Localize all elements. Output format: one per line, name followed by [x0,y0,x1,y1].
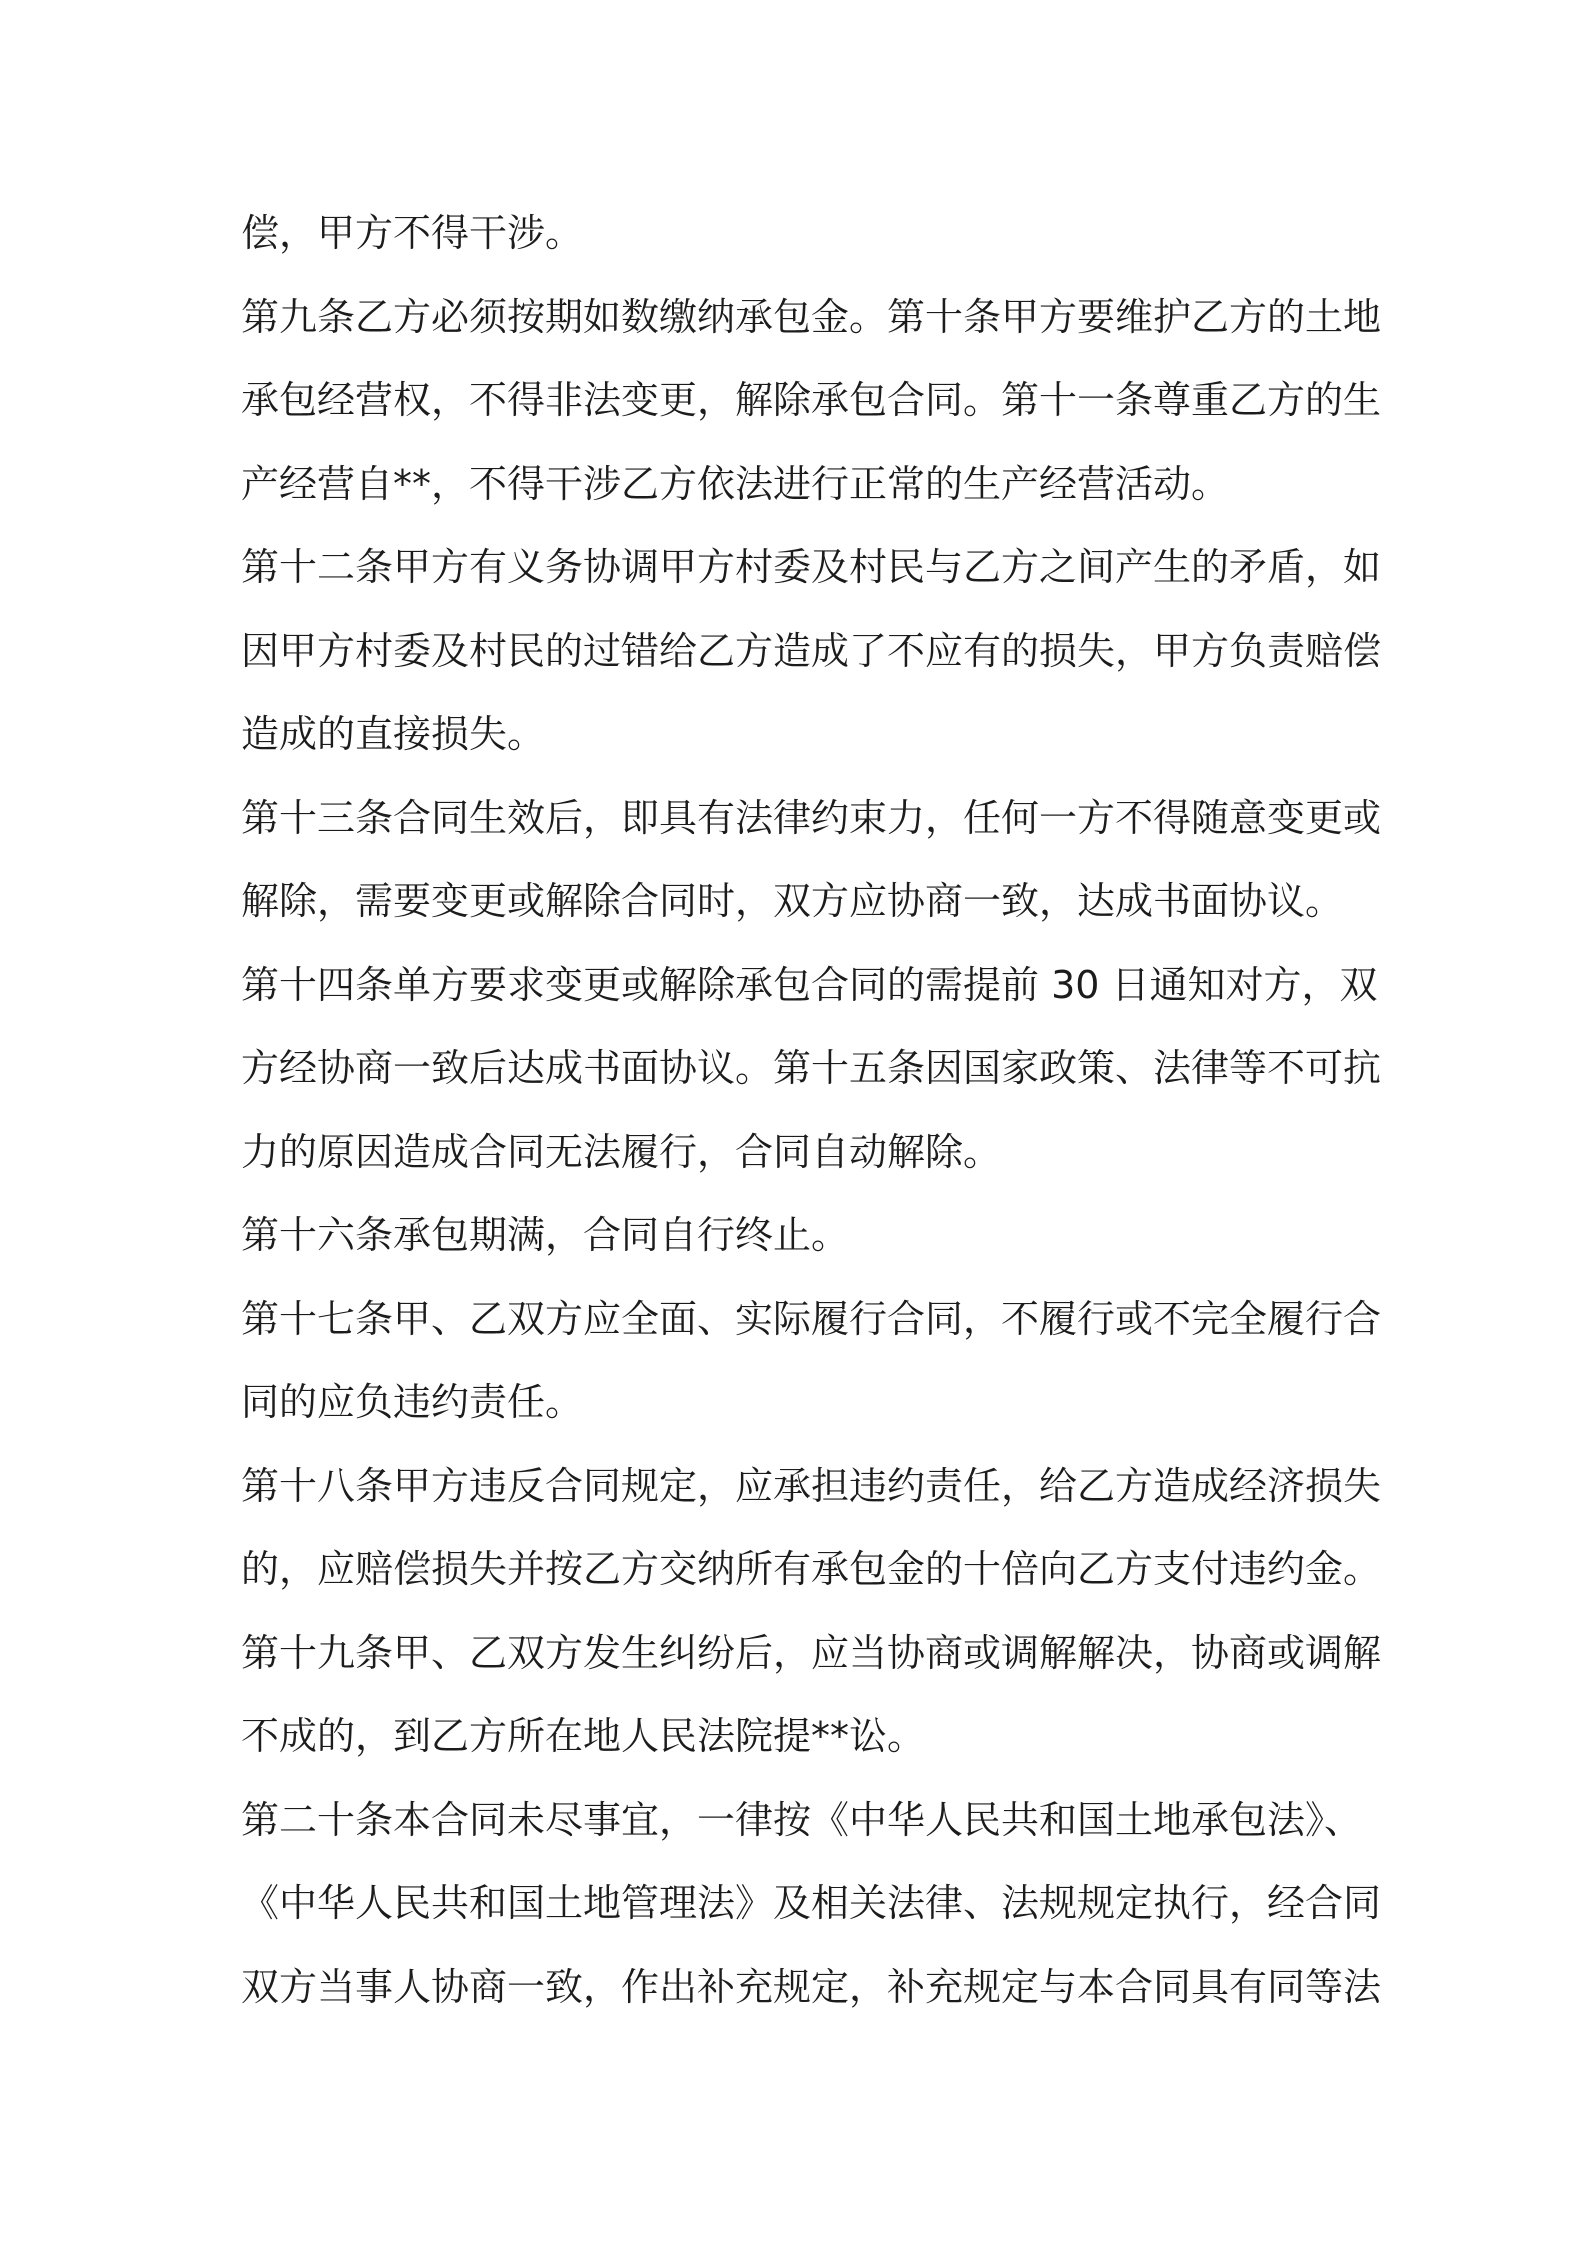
text-line: 第十六条承包期满，合同自行终止。 [241,1213,850,1257]
text-line: 第九条乙方必须按期如数缴纳承包金。第十条甲方要维护乙方的土地 [241,294,1382,339]
text-line: 《中华人民共和国土地管理法》及相关法律、法规规定执行，经合同 [241,1881,1382,1925]
text-line: 因甲方村委及村民的过错给乙方造成了不应有的损失，甲方负责赔偿 [241,628,1382,673]
text-line: 同的应负违约责任。 [241,1380,584,1424]
text-line: 不成的，到乙方所在地人民法院提**讼。 [241,1714,926,1758]
text-line: 第十七条甲、乙双方应全面、实际履行合同，不履行或不完全履行合 [241,1296,1382,1341]
text-line: 双方当事人协商一致，作出补充规定，补充规定与本合同具有同等法 [241,1964,1382,2009]
text-line: 力的原因造成合同无法履行，合同自动解除。 [241,1129,1002,1174]
text-line: 方经协商一致后达成书面协议。第十五条因国家政策、法律等不可抗 [241,1046,1382,1090]
text-line: 造成的直接损失。 [241,712,546,756]
text-line: 第十三条合同生效后，即具有法律约束力，任何一方不得随意变更或 [241,795,1382,840]
text-line: 第十九条甲、乙双方发生纠纷后，应当协商或调解解决，协商或调解 [241,1630,1382,1675]
contract-body-text [241,192,1382,2029]
text-line: 第十二条甲方有义务协调甲方村委及村民与乙方之间产生的矛盾，如 [241,545,1382,589]
text-line: 偿，甲方不得干涉。 [241,211,584,255]
text-line: 的，应赔偿损失并按乙方交纳所有承包金的十倍向乙方支付违约金。 [241,1547,1382,1591]
text-line: 产经营自**，不得干涉乙方依法进行正常的生产经营活动。 [241,461,1230,506]
text-line: 第十八条甲方违反合同规定，应承担违约责任，给乙方造成经济损失 [241,1463,1382,1508]
text-line: 承包经营权，不得非法变更，解除承包合同。第十一条尊重乙方的生 [241,378,1382,422]
text-line: 第十四条单方要求变更或解除承包合同的需提前 30 日通知对方，双 [241,962,1378,1007]
text-line: 第二十条本合同未尽事宜，一律按《中华人民共和国土地承包法》、 [241,1797,1363,1842]
text-line: 解除，需要变更或解除合同时，双方应协商一致，达成书面协议。 [241,879,1344,923]
